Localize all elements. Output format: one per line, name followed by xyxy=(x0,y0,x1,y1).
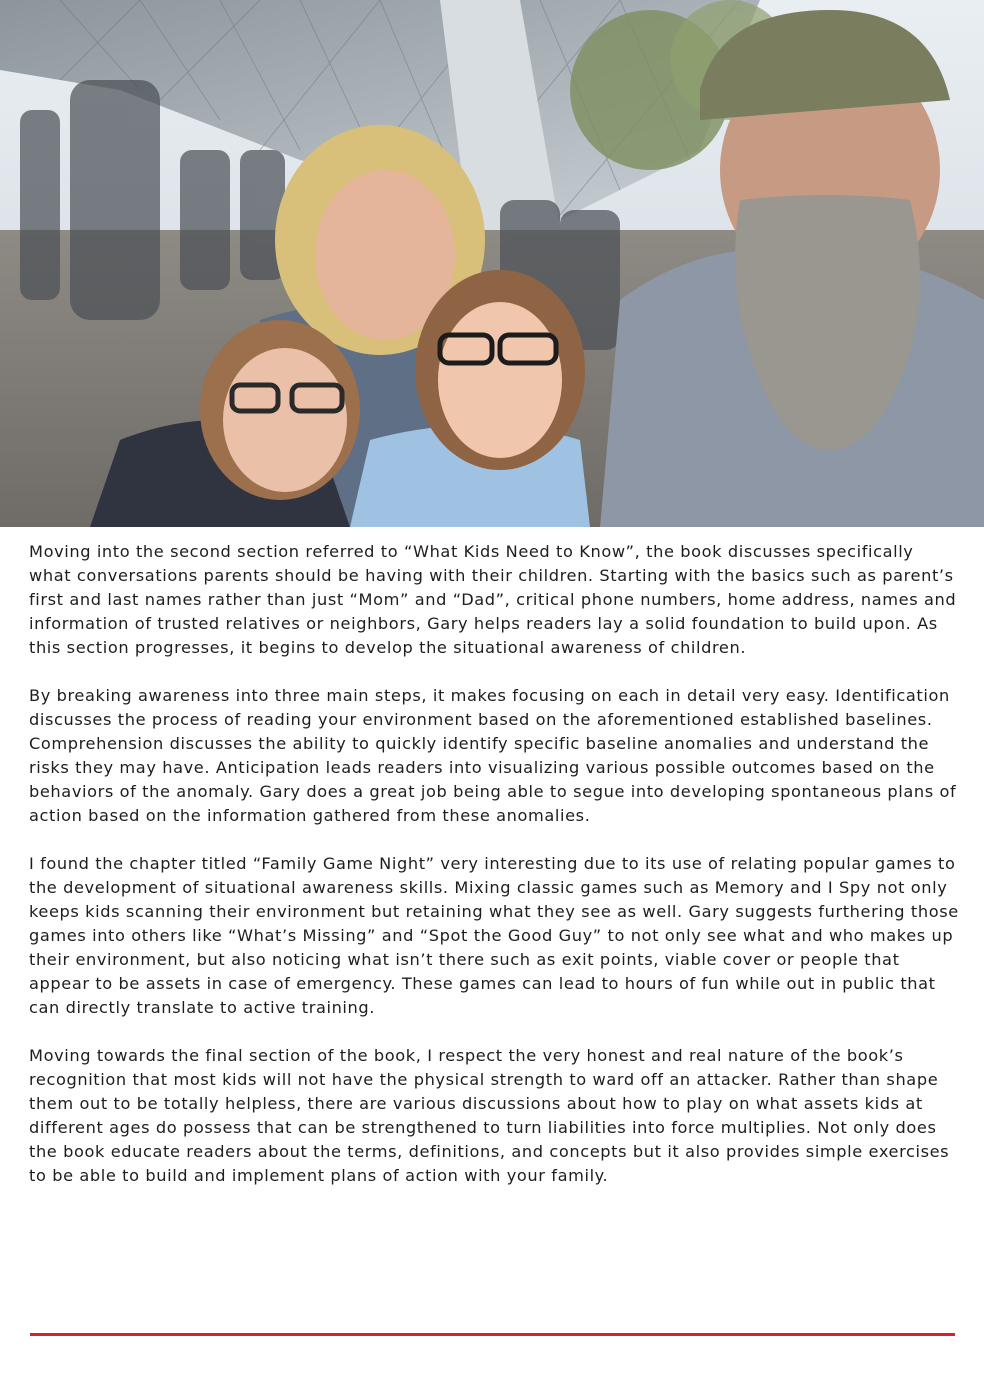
paragraph-4: Moving towards the final section of the book, I respect the very honest and real nature of the book’s recognition that most kids will not have the physical strength to ward off an attacker. Rather than shape them out to be totally helpless, there are various discussions about how to play on what assets kids at different ages do possess that can be strengthened to turn liabilities into force multiplies. Not only does the book educate readers about the terms, definitions, and concepts but it also provides simple exercises to be able to build and implement plans of action with your family. xyxy=(29,1046,950,1185)
family-photo xyxy=(0,0,984,527)
paragraph-3: I found the chapter titled “Family Game Night” very interesting due to its use of relating popular games to the development of situational awareness skills. Mixing classic games such as Memory and I Spy not only keeps kids scanning their environment but retaining what they see as well. Gary suggests furthering those games into others like “What’s Missing” and “Spot the Good Guy” to not only see what and who makes up their environment, but also noticing what isn’t there such as exit points, viable cover or people that appear to be assets in case of emergency. These games can lead to hours of fun while out in public that can directly translate to active training. xyxy=(29,854,959,1017)
family-photo-illustration xyxy=(0,0,984,527)
paragraph-2: By breaking awareness into three main steps, it makes focusing on each in detail very easy. Identification discusses the process of reading your environment based on the aforementioned established baselines. Comprehension discusses the ability to quickly identify specific baseline anomalies and understand the risks they may have. Anticipation leads readers into visualizing various possible outcomes based on the behaviors of the anomaly. Gary does a great job being able to segue into developing spontaneous plans of action based on the information gathered from these anomalies. xyxy=(29,686,957,825)
paragraph-1: Moving into the second section referred to “What Kids Need to Know”, the book discusses specifically what conversations parents should be having with their children. Starting with the basics such as parent’s first and last names rather than just “Mom” and “Dad”, critical phone numbers, home address, names and information of trusted relatives or neighbors, Gary helps readers lay a solid foundation to build upon. As this section progresses, it begins to develop the situational awareness of children. xyxy=(29,542,957,657)
footer-divider xyxy=(30,1333,955,1336)
article-body xyxy=(29,540,959,1212)
